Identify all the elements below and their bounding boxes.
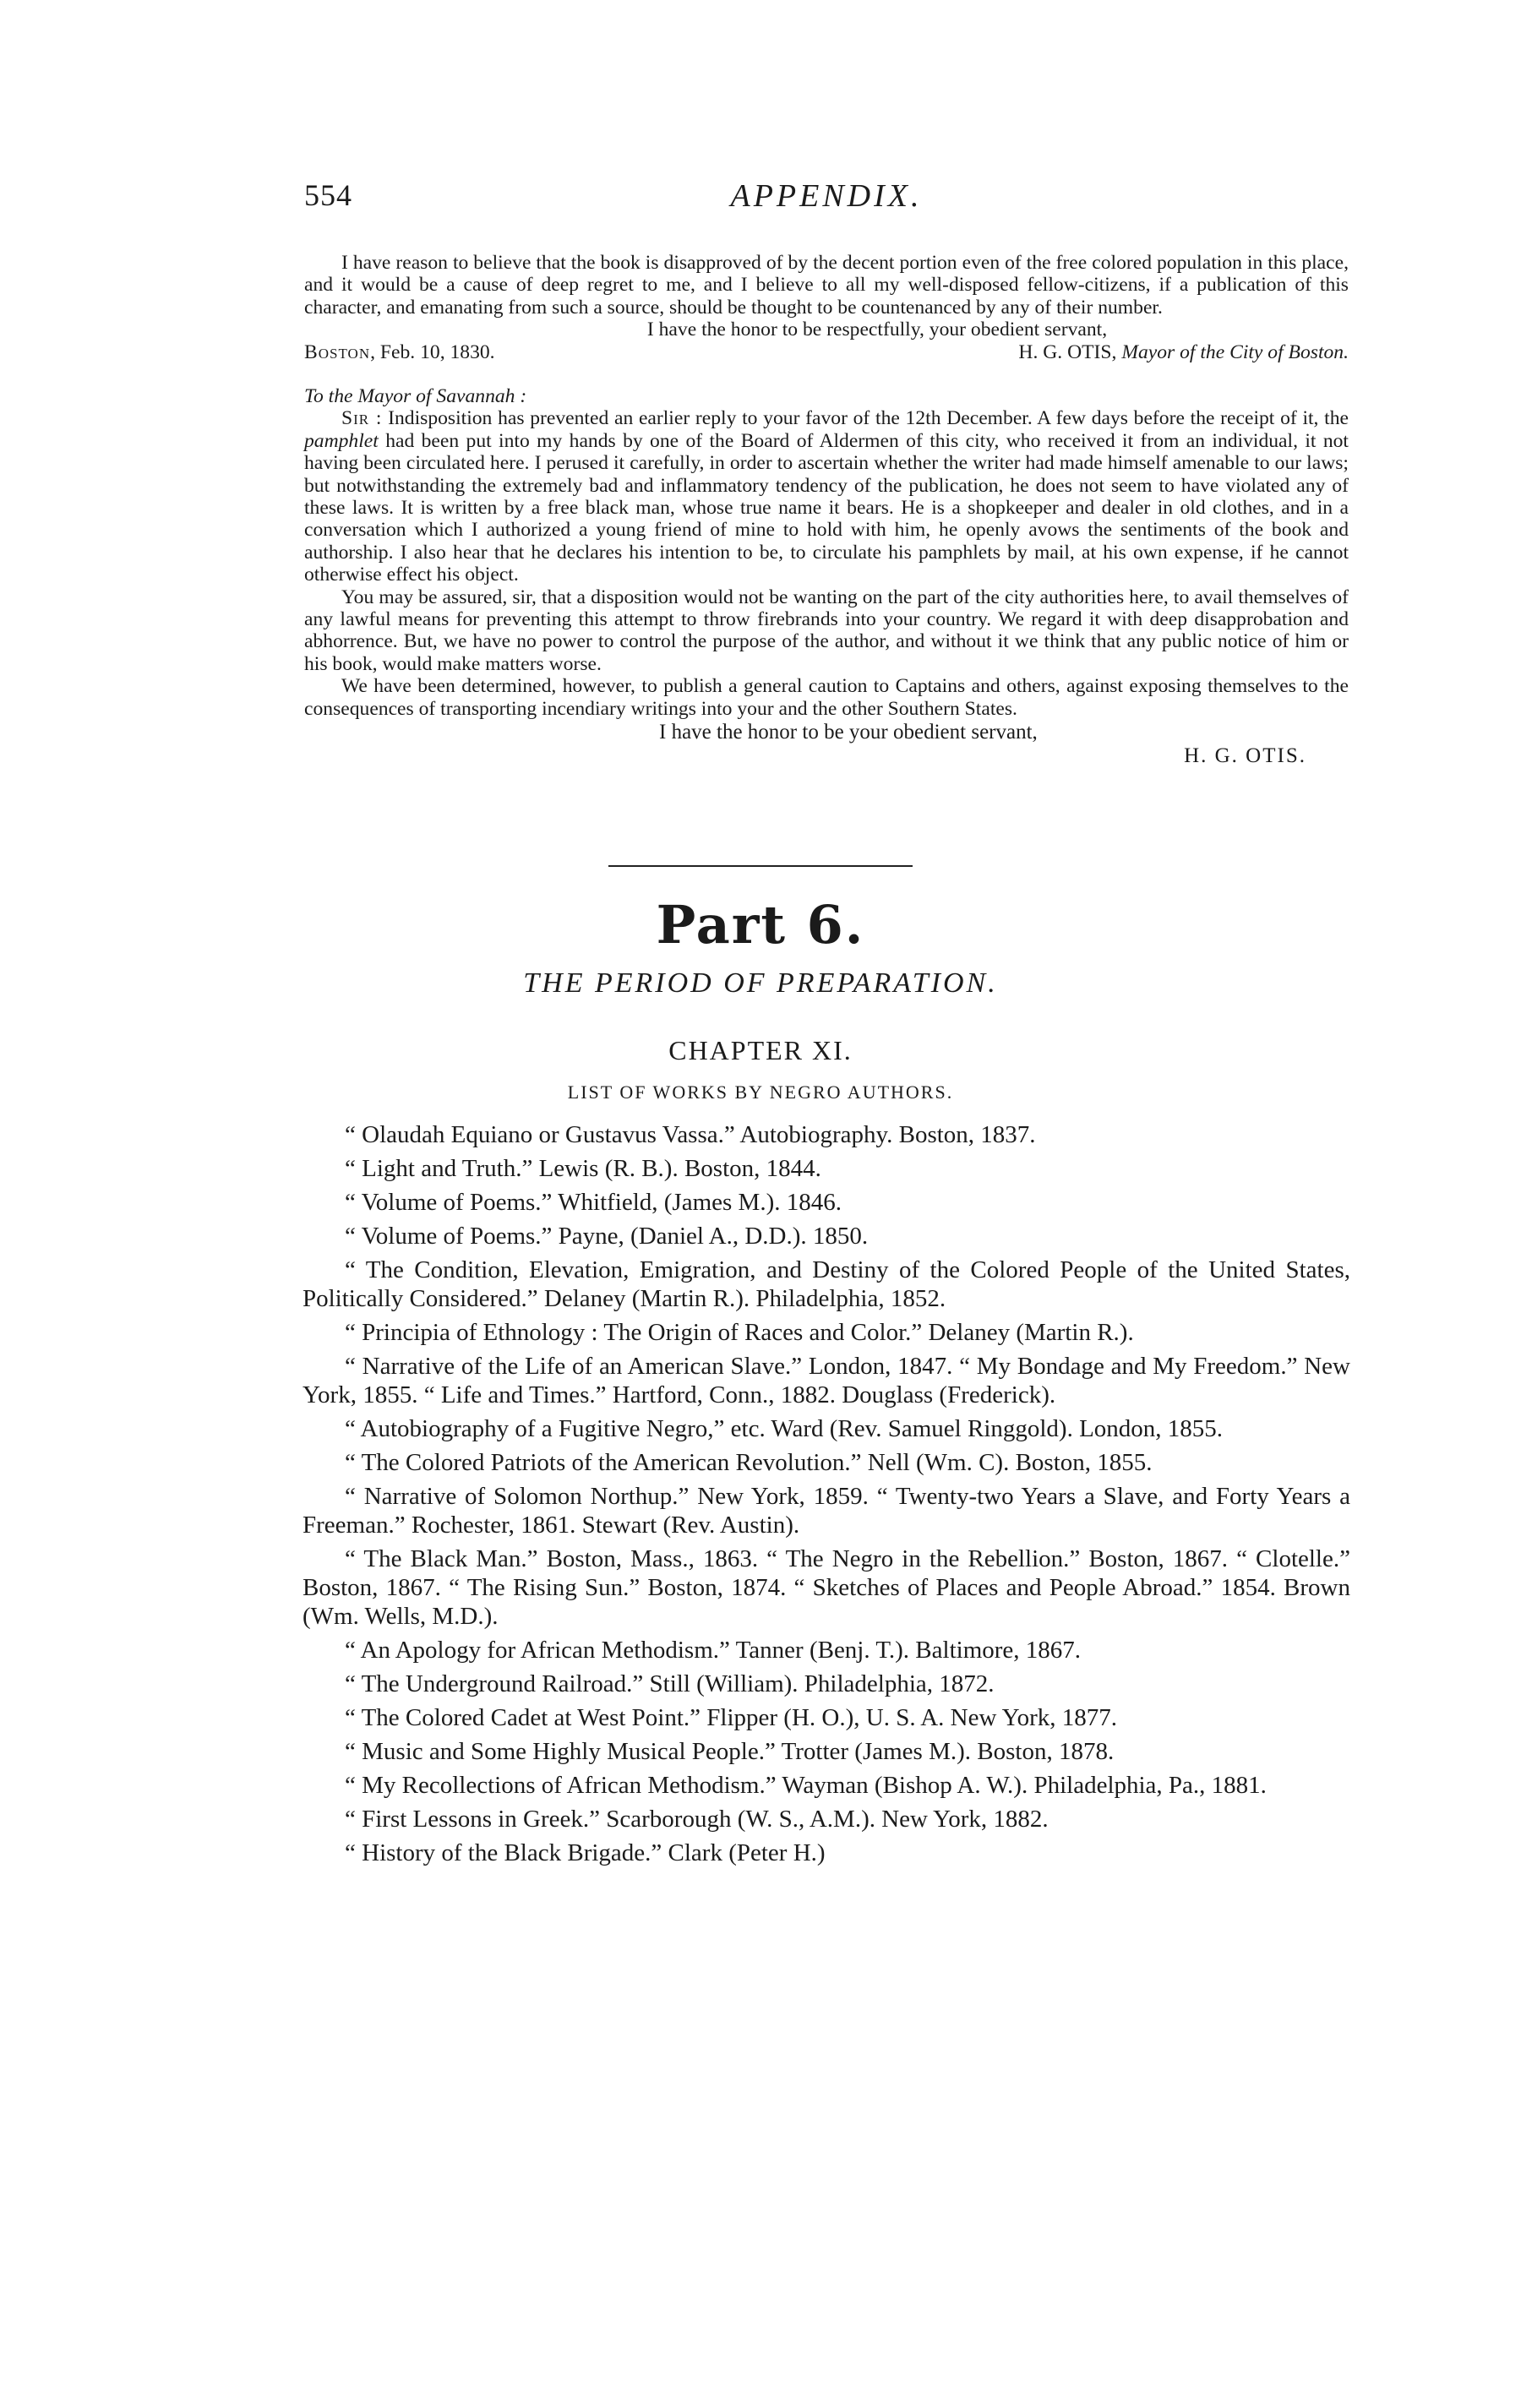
letter1-date	[304, 341, 495, 363]
letter1-closing: I have the honor to be respectfully, your obedient servant,	[646, 319, 1108, 341]
part-title: Part 6.	[656, 894, 865, 956]
letter1-signer-title: Mayor of the City of Boston.	[1121, 340, 1349, 363]
work-entry: “ Volume of Poems.” Payne, (Daniel A., D.D.). 1850.	[345, 1223, 869, 1250]
letter2-closing: I have the honor to be your obedient servant,	[659, 721, 1038, 744]
letter1-dateline	[304, 341, 1349, 363]
work-entry: “ My Recollections of African Methodism.” Wayman (Bishop A. W.). Philadelphia, Pa., 1881.	[345, 1772, 1267, 1799]
work-entry: “ Music and Some Highly Musical People.” Trotter (James M.). Boston, 1878.	[345, 1738, 1115, 1765]
page-header	[304, 177, 1349, 220]
page-number: 554	[304, 178, 352, 212]
running-head: APPENDIX.	[730, 178, 923, 214]
letter1-body: I have reason to believe that the book is disapproved of by the decent portion even of the free colored population in this place, and it would be a cause of deep regret to me, and I believe to all my well-disposed fellow-citizens, if a publication of this character, and emanating from such a source, should be thought to be countenanced by any of their number.	[304, 252, 1349, 319]
letter2-text-1a: Indisposition has prevented an earlier reply to your favor of the 12th December. A few days before the receipt of it, the	[388, 407, 1349, 430]
appendix-letters	[304, 252, 1349, 769]
letter2-addressee: To the Mayor of Savannah :	[304, 385, 527, 408]
work-entry: “ The Colored Cadet at West Point.” Flipper (H. O.), U. S. A. New York, 1877.	[345, 1704, 1118, 1731]
works-list	[303, 1120, 1350, 1872]
letter1-place: Boston	[304, 340, 371, 363]
work-entry: “ Light and Truth.” Lewis (R. B.). Boston, 1844.	[345, 1155, 821, 1182]
work-entry: “ History of the Black Brigade.” Clark (Peter H.)	[345, 1839, 826, 1866]
pamphlet-word: pamphlet	[304, 429, 379, 452]
letter2-paragraph-1	[304, 407, 1349, 586]
work-entry: “ Narrative of Solomon Northup.” New York, 1859. “ Twenty-two Years a Slave, and Forty Years a Freeman.” Rochester, 1861. Stewart (Rev. Austin).	[303, 1483, 1350, 1539]
letter2-text-1b: had been put into my hands by one of the Board of Aldermen of this city, who received it from an individual, it not having been circulated here. I perused it carefully, in order to ascertain whether the writer had made himself amenable to our laws; but notwithstanding the extremely bad and inflammatory tendency of the publication, he does not seem to have violated any of these laws. It is written by a free black man, whose true name it bears. He is a shopkeeper and dealer in old clothes, and in a conversation which I authorized a young friend of mine to hold with him, he openly avows the sentiments of the book and authorship. I also hear that he declares his intention to be, to circulate his pamphlets by mail, at his own expense, if he cannot otherwise effect his object.	[304, 429, 1349, 586]
letter1-date-text: , Feb. 10, 1830.	[370, 340, 495, 363]
letter2-paragraph-2: You may be assured, sir, that a disposition would not be wanting on the part of the city authorities here, to avail themselves of any lawful means for preventing this attempt to throw firebrands into your country. We regard it with deep disapprobation and abhorrence. But, we have no power to control the purpose of the author, and without it we think that any public notice of him or his book, would make matters worse.	[304, 586, 1349, 675]
letter1-signer: H. G. OTIS,	[1018, 340, 1117, 363]
work-entry: “ An Apology for African Methodism.” Tanner (Benj. T.). Baltimore, 1867.	[345, 1637, 1082, 1664]
work-entry: “ Olaudah Equiano or Gustavus Vassa.” Autobiography. Boston, 1837.	[345, 1121, 1036, 1148]
work-entry: “ Volume of Poems.” Whitfield, (James M.). 1846.	[345, 1189, 842, 1216]
list-heading: LIST OF WORKS BY NEGRO AUTHORS.	[567, 1081, 954, 1103]
letter2-closing-block	[304, 722, 1349, 769]
part-subtitle: THE PERIOD OF PREPARATION.	[523, 967, 998, 999]
work-entry: “ The Colored Patriots of the American Revolution.” Nell (Wm. C). Boston, 1855.	[345, 1449, 1153, 1476]
work-entry: “ The Underground Railroad.” Still (William). Philadelphia, 1872.	[345, 1670, 995, 1697]
letter2-salutation: Sir :	[341, 407, 383, 430]
chapter-title: CHAPTER XI.	[668, 1035, 853, 1065]
letter2-signer: H. G. OTIS.	[1184, 744, 1306, 768]
work-entry: “ First Lessons in Greek.” Scarborough (W. S., A.M.). New York, 1882.	[345, 1806, 1049, 1833]
letter2-paragraph-3: We have been determined, however, to publish a general caution to Captains and others, against exposing themselves to the consequences of transporting incendiary writings into your and the other Southern States.	[304, 675, 1349, 720]
work-entry: “ Autobiography of a Fugitive Negro,” etc. Ward (Rev. Samuel Ringgold). London, 1855.	[345, 1415, 1224, 1442]
letter1-signature	[1018, 341, 1349, 363]
work-entry: “ Principia of Ethnology : The Origin of Races and Color.” Delaney (Martin R.).	[345, 1319, 1134, 1346]
work-entry: “ The Black Man.” Boston, Mass., 1863. “ The Negro in the Rebellion.” Boston, 1867. “ Clotelle.” Boston, 1867. “ The Rising Sun.” Boston, 1874. “ Sketches of Places and People Abroad.” 1854. Brown (Wm. Wells, M.D.).	[303, 1545, 1350, 1630]
work-entry: “ Narrative of the Life of an American Slave.” London, 1847. “ My Bondage and My Freedom.” New York, 1855. “ Life and Times.” Hartford, Conn., 1882. Douglass (Frederick).	[303, 1353, 1350, 1408]
section-divider	[608, 865, 913, 867]
work-entry: “ The Condition, Elevation, Emigration, and Destiny of the Colored People of the United States, Politically Considered.” Delaney (Martin R.). Philadelphia, 1852.	[303, 1256, 1350, 1312]
